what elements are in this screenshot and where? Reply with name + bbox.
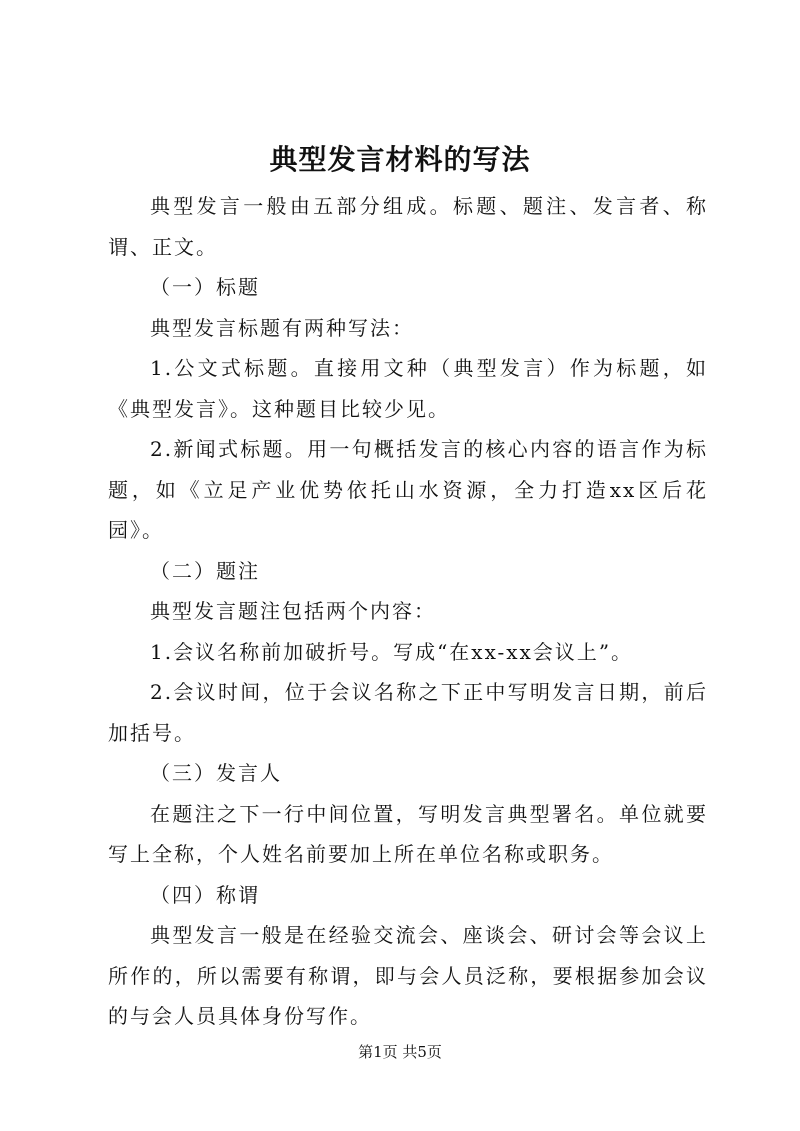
paragraph: 典型发言一般是在经验交流会、座谈会、研讨会等会议上所作的，所以需要有称谓，即与会人员泛称，要根据参加会议的与会人员具体身份写作。: [108, 923, 708, 1028]
document-title: 典型发言材料的写法: [269, 143, 531, 176]
paragraph: 2.会议时间，位于会议名称之下正中写明发言日期，前后加括号。: [108, 680, 708, 745]
section-heading: （三）发言人: [150, 761, 282, 785]
section-heading: （四）称谓: [150, 882, 260, 907]
paragraph: 典型发言题注包括两个内容：: [150, 599, 436, 623]
section-heading: （一）标题: [150, 275, 260, 299]
paragraph: 典型发言标题有两种写法：: [150, 315, 414, 340]
paragraph: 1.公文式标题。直接用文种（典型发言）作为标题，如《典型发言》。这种题目比较少见。: [108, 356, 708, 421]
section-heading: （二）题注: [150, 558, 260, 583]
page-number-footer: 第1页 共5页: [358, 1043, 442, 1061]
paragraph: 在题注之下一行中间位置，写明发言典型署名。单位就要写上全称，个人姓名前要加上所在单位名称或职务。: [108, 801, 708, 866]
paragraph: 1.会议名称前加破折号。写成“在xx-xx会议上”。: [150, 639, 634, 664]
document-body: [108, 186, 708, 1037]
paragraph: 典型发言一般由五部分组成。标题、题注、发言者、称谓、正文。: [108, 194, 708, 259]
paragraph: 2.新闻式标题。用一句概括发言的核心内容的语言作为标题，如《立足产业优势依托山水资源，全力打造xx区后花园》。: [108, 437, 708, 542]
